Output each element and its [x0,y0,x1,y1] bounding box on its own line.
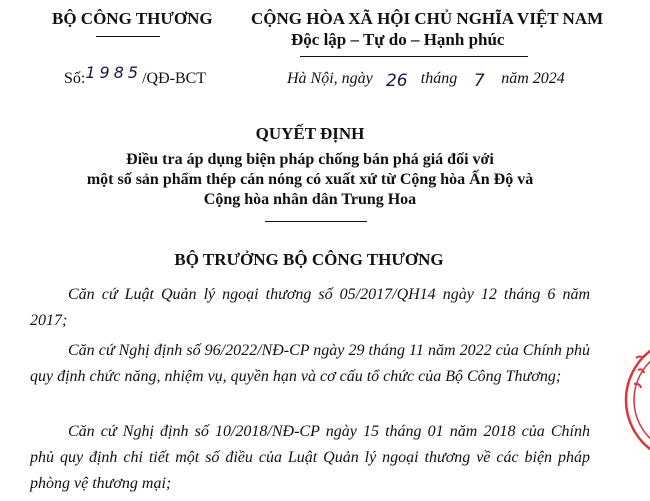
red-seal-stamp [618,300,650,500]
ministry-underline [96,36,160,37]
decision-title: QUYẾT ĐỊNH [255,124,365,143]
title-underline [265,221,367,222]
year-text: năm 2024 [501,70,565,87]
decision-subtitle-line-1: Điều tra áp dụng biện pháp chống bán phá giá đối với [126,151,494,168]
month-label: tháng [420,70,458,87]
number-prefix: Số: [64,70,86,87]
ministry-name: BỘ CÔNG THƯƠNG [52,9,213,28]
legal-basis-paragraph-2: Căn cứ Nghị định số 96/2022/NĐ-CP ngày 29 tháng 11 năm 2022 của Chính phủ quy định chức năng, nhiệm vụ, quyền hạn và cơ cấu tổ chức của Bộ Công Thương; [30,342,590,385]
date-prefix: Hà Nội, ngày [287,70,373,87]
motto-underline [300,56,528,57]
seal-inner-ring [634,346,650,454]
national-motto: Độc lập – Tự do – Hạnh phúc [291,30,505,49]
number-suffix: /QĐ-BCT [142,70,207,87]
decision-subtitle-line-2: một số sản phẩm thép cán nóng có xuất xứ từ Cộng hòa Ấn Độ và [86,171,534,188]
handwritten-month: 7 [473,71,485,91]
handwritten-day: 26 [385,71,408,91]
document-date [287,68,565,91]
handwritten-number: 1985 [85,63,143,82]
country-name: CỘNG HÒA XÃ HỘI CHỦ NGHĨA VIỆT NAM [251,9,604,28]
decision-subtitle-line-3: Cộng hòa nhân dân Trung Hoa [203,191,417,208]
document-number [64,63,207,88]
legal-basis-paragraph-3: Căn cứ Nghị định số 10/2018/NĐ-CP ngày 15 tháng 01 năm 2018 của Chính phủ quy định chi tiết một số điều của Luật Quản lý ngoại thương về các biện pháp phòng vệ thương mại; [30,423,590,492]
legal-basis-paragraph-1: Căn cứ Luật Quản lý ngoại thương số 05/2017/QH14 ngày 12 tháng 6 năm 2017; [30,286,590,329]
authority-heading: BỘ TRƯỞNG BỘ CÔNG THƯƠNG [174,250,444,269]
